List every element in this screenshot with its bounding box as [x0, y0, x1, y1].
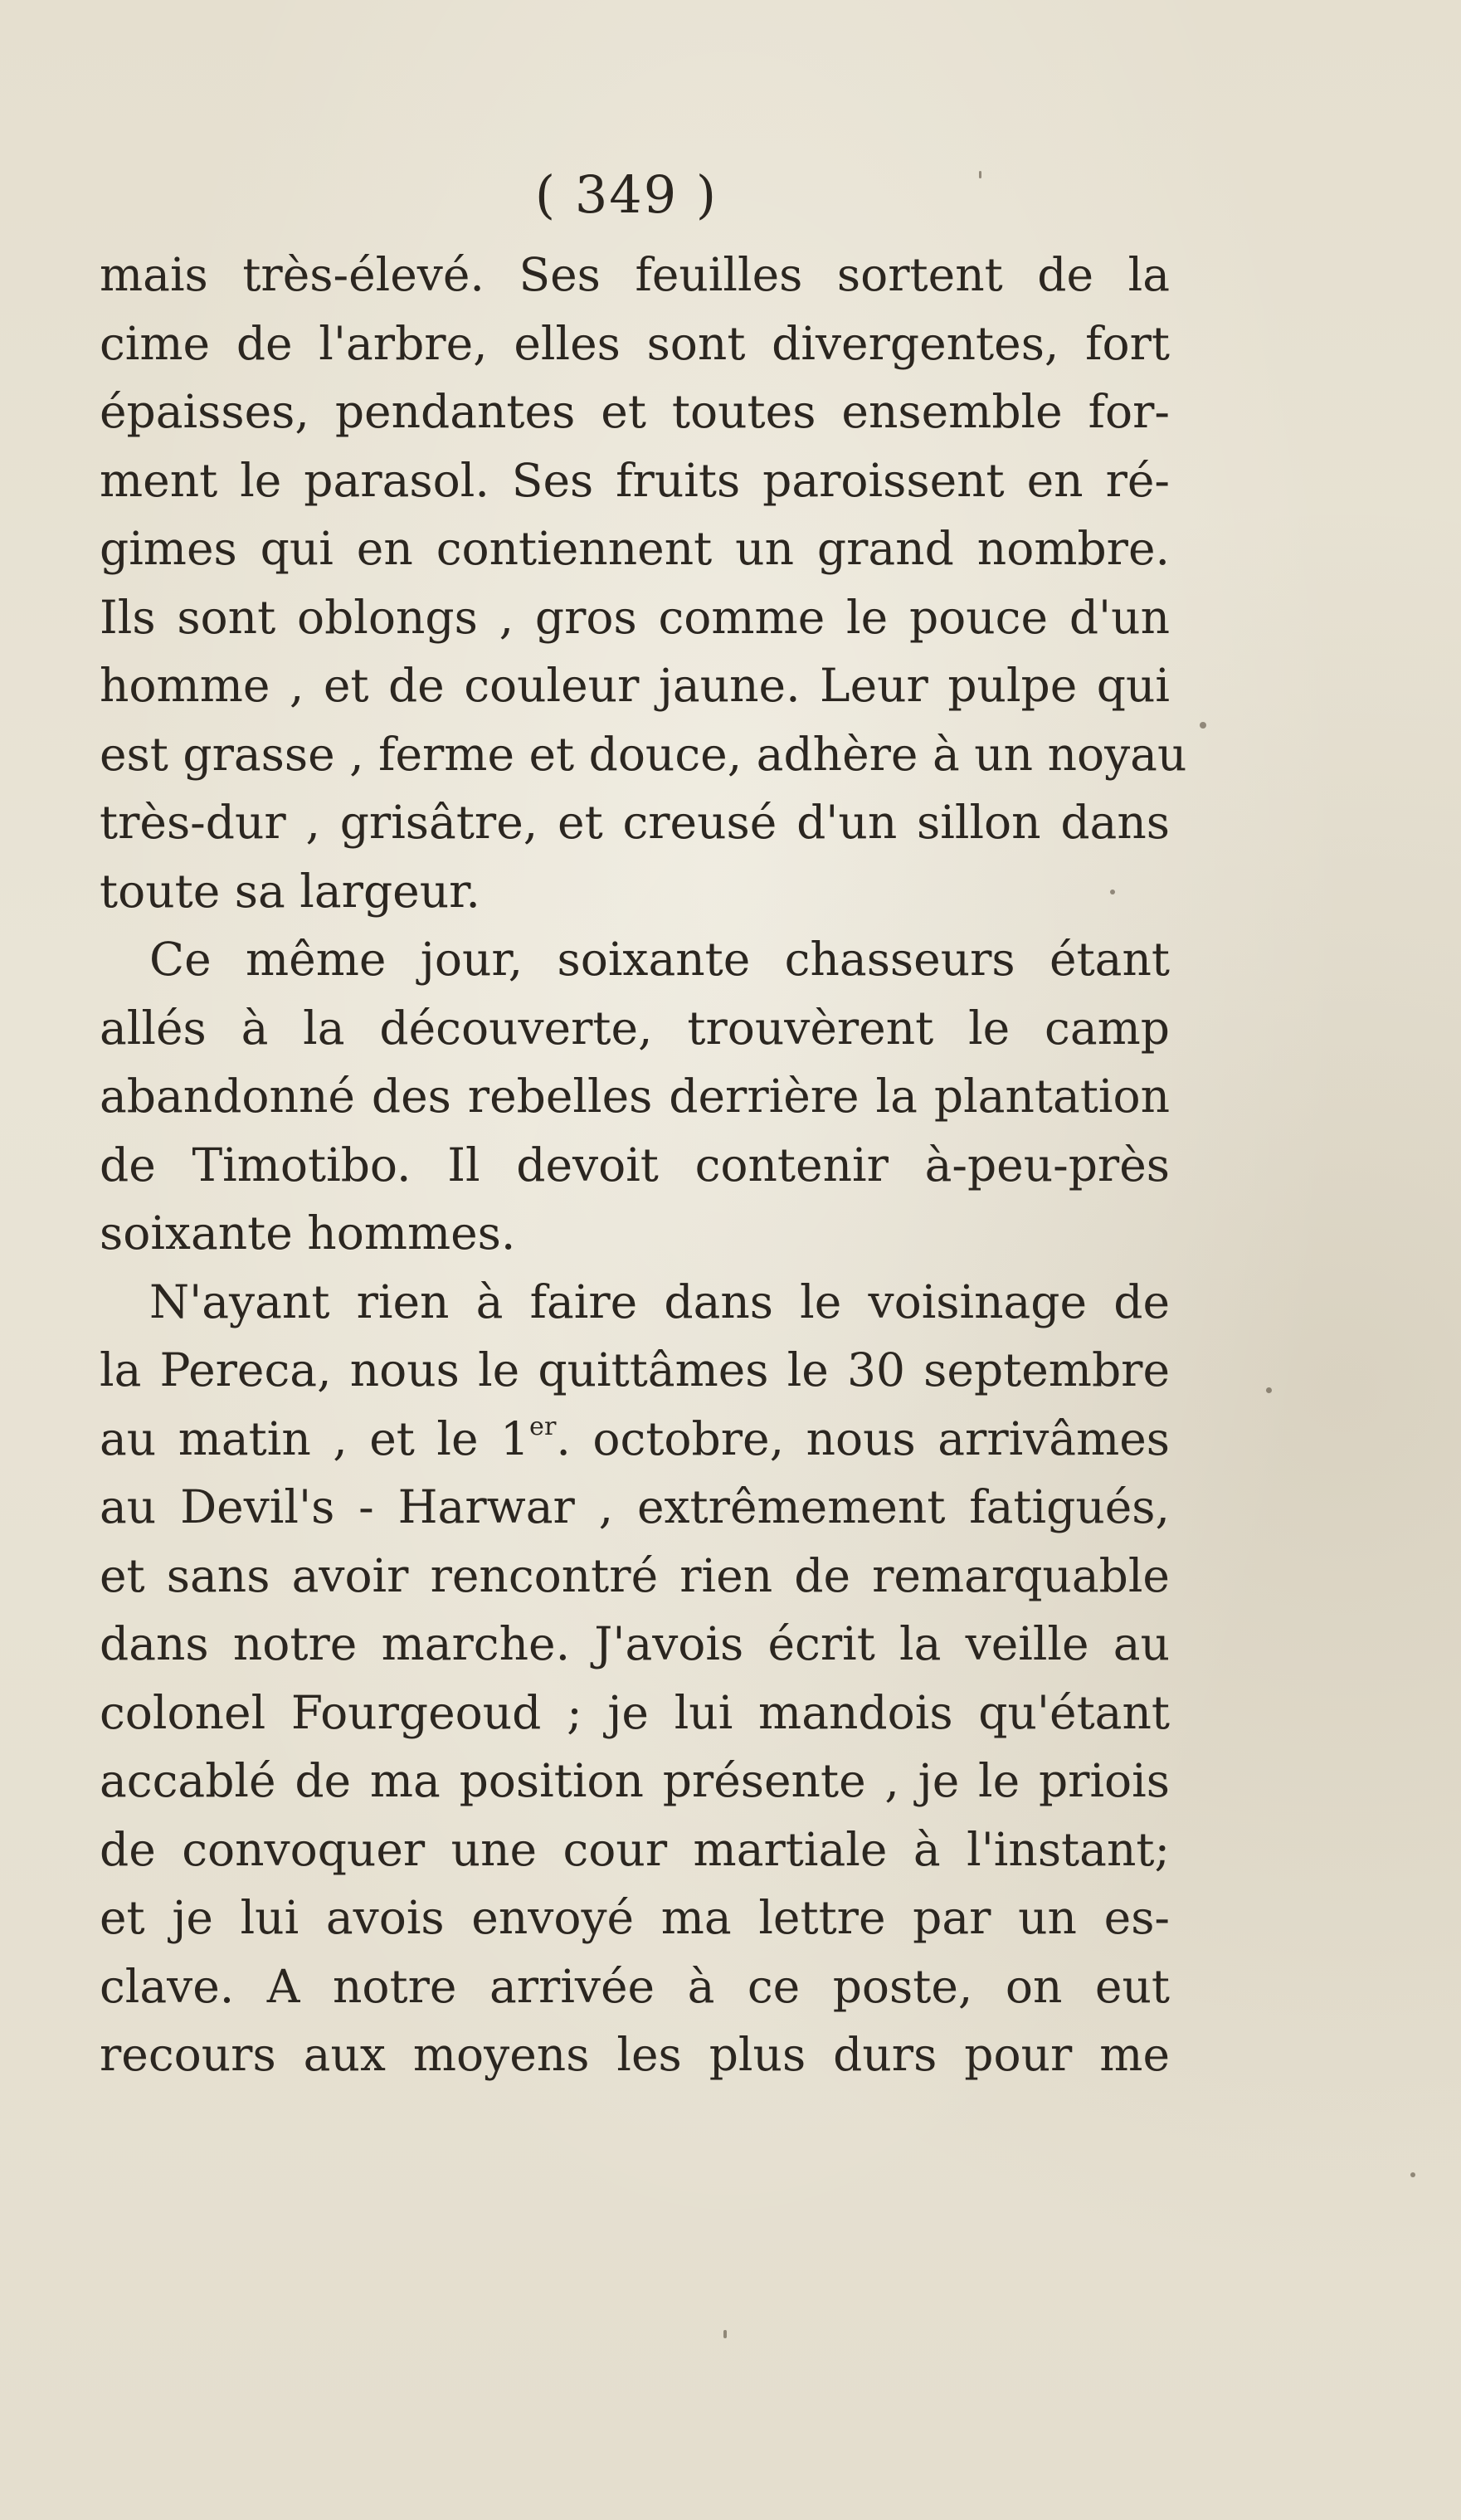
text-line: épaisses, pendantes et toutes ensemble for- — [100, 385, 1170, 438]
text-line: cime de l'arbre, elles sont divergentes, fort — [100, 316, 1170, 370]
text-line: de convoquer une cour martiale à l'instant; — [100, 1822, 1170, 1876]
paragraph-3 — [100, 1268, 1170, 2089]
text-line: toute sa largeur. — [100, 864, 480, 918]
text-line: homme , et de couleur jaune. Leur pulpe qui — [100, 659, 1170, 712]
text-line: recours aux moyens les plus durs pour me — [100, 2028, 1170, 2081]
text-line: au Devil's - Harwar , extrêmement fatigués, — [100, 1480, 1170, 1533]
paragraph-1 — [100, 241, 1187, 925]
text-line: N'ayant rien à faire dans le voisinage de — [149, 1275, 1170, 1328]
text-line: dans notre marche. J'avois écrit la veille au — [100, 1617, 1170, 1670]
text-line: de Timotibo. Il devoit contenir à-peu-près — [100, 1138, 1170, 1192]
text-line: colonel Fourgeoud ; je lui mandois qu'étant — [100, 1685, 1170, 1739]
paper-speck — [1200, 722, 1206, 729]
text-line: est grasse , ferme et douce, adhère à un noyau — [100, 727, 1187, 781]
text-line: mais très-élevé. Ses feuilles sortent de la — [100, 248, 1170, 301]
text-line: la Pereca, nous le quittâmes le 30 septembre — [100, 1343, 1170, 1396]
paper-speck — [723, 2330, 727, 2338]
paper-speck — [979, 171, 981, 178]
superscript: er — [529, 1411, 557, 1441]
text-fragment: au matin , et le 1 — [100, 1411, 530, 1465]
text-line: et sans avoir rencontré rien de remarquable — [100, 1548, 1170, 1602]
text-line-with-superscript — [100, 1405, 1170, 1474]
text-line: Ils sont oblongs , gros comme le pouce d'un — [100, 590, 1170, 644]
page-number: ( 349 ) — [534, 164, 718, 225]
text-line: et je lui avois envoyé ma lettre par un es- — [100, 1891, 1170, 1944]
text-line: clave. A notre arrivée à ce poste, on eut — [100, 1959, 1170, 2013]
text-line: très-dur , grisâtre, et creusé d'un sillon dans — [100, 796, 1170, 849]
text-fragment: . octobre, nous arrivâmes — [556, 1411, 1171, 1465]
text-line: soixante hommes. — [100, 1206, 516, 1260]
paragraph-2 — [100, 925, 1170, 1268]
text-line: abandonné des rebelles derrière la plantation — [100, 1070, 1170, 1123]
body-text — [100, 241, 1187, 2089]
text-line: allés à la découverte, trouvèrent le camp — [100, 1001, 1170, 1055]
text-line: accablé de ma position présente , je le priois — [100, 1754, 1170, 1807]
text-line: ment le parasol. Ses fruits paroissent en ré- — [100, 453, 1170, 507]
paper-speck — [1266, 1387, 1272, 1393]
text-line: gimes qui en contiennent un grand nombre. — [100, 522, 1170, 575]
text-line: Ce même jour, soixante chasseurs étant — [149, 933, 1170, 986]
paper-speck — [1410, 2172, 1415, 2177]
paper-speck — [1110, 890, 1115, 894]
